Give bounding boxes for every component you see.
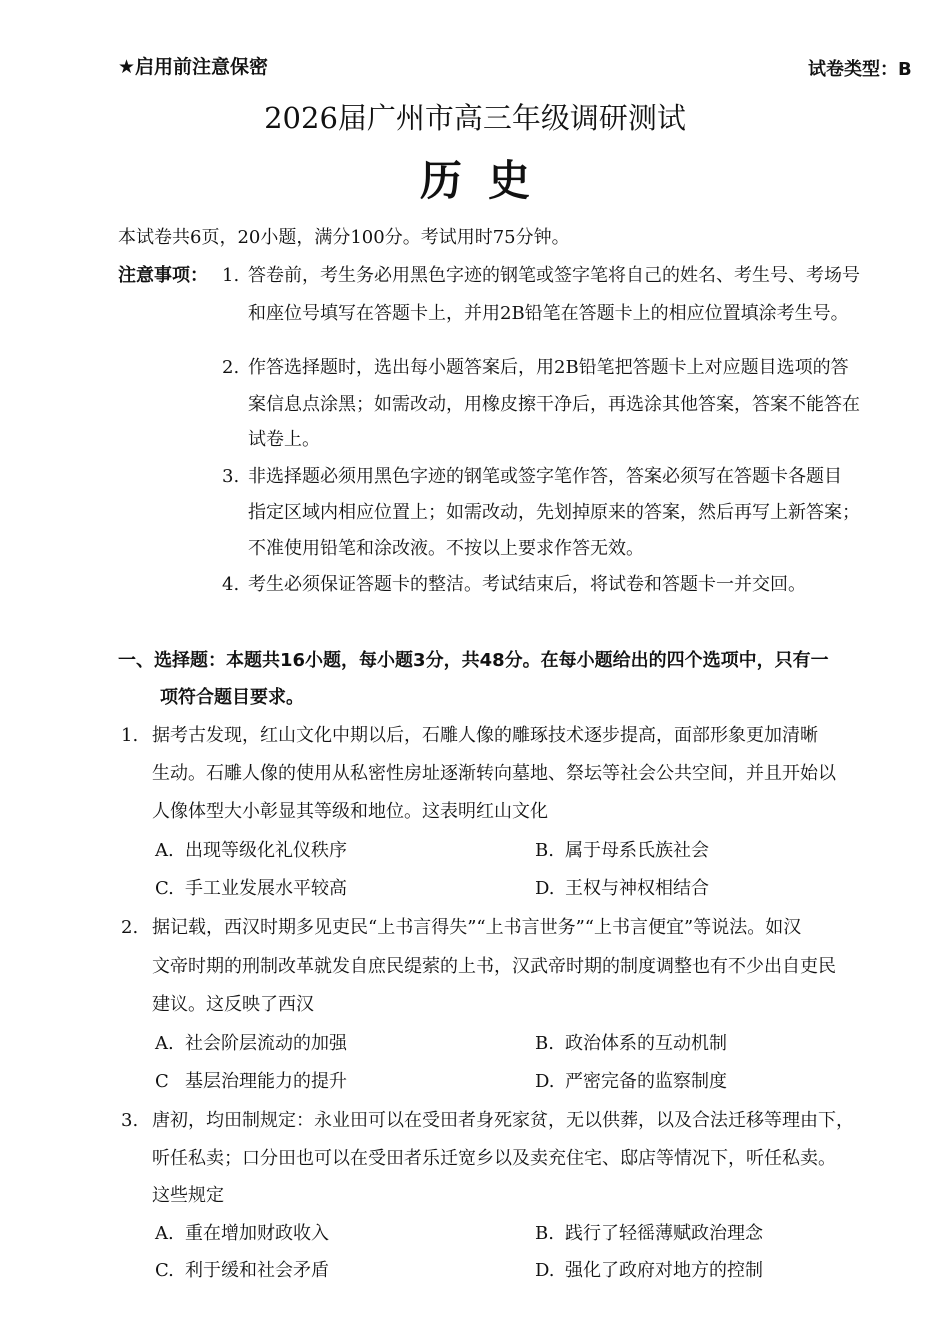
- option-b: [535, 832, 709, 870]
- option-text: 属于母系氏族社会: [565, 840, 709, 861]
- option-letter: B.: [535, 840, 554, 861]
- option-b: [535, 1025, 727, 1063]
- option-letter: D.: [535, 1071, 555, 1092]
- option-letter: C.: [155, 878, 174, 899]
- note-line: 和座位号填写在答题卡上，并用2B铅笔在答题卡上的相应位置填涂考生号。: [248, 303, 849, 324]
- option-text: 基层治理能力的提升: [185, 1071, 347, 1092]
- note-line: 作答选择题时，选出每小题答案后，用2B铅笔把答题卡上对应题目选项的答: [248, 357, 849, 378]
- option-a: [155, 1025, 347, 1063]
- question-number: 2.: [121, 917, 139, 938]
- option-c: [155, 870, 347, 908]
- question-text: 这些规定: [152, 1185, 224, 1206]
- option-text: 重在增加财政收入: [185, 1223, 329, 1244]
- option-c: [155, 1063, 347, 1101]
- question-text: 据考古发现，红山文化中期以后，石雕人像的雕琢技术逐步提高，面部形象更加清晰: [152, 725, 818, 746]
- option-d: [535, 1063, 727, 1101]
- option-c: [155, 1252, 329, 1290]
- question-number: 1.: [121, 725, 139, 746]
- section-heading-continued: 项符合题目要求。: [160, 687, 304, 708]
- option-b: [535, 1215, 763, 1253]
- option-text: 出现等级化礼仪秩序: [185, 840, 347, 861]
- section-heading: 一、选择题：本题共16小题，每小题3分，共48分。在每小题给出的四个选项中，只有一: [118, 650, 829, 671]
- paper-type-label: 试卷类型：B: [808, 59, 912, 80]
- option-letter: D.: [535, 1260, 555, 1281]
- question-text: 建议。这反映了西汉: [152, 994, 314, 1015]
- option-a: [155, 832, 347, 870]
- option-letter: A.: [155, 1033, 174, 1054]
- exam-title: 2026届广州市高三年级调研测试: [264, 101, 686, 135]
- paper-intro: 本试卷共6页，20小题，满分100分。考试用时75分钟。: [118, 227, 570, 248]
- note-number: 1.: [222, 265, 240, 286]
- note-number: 4.: [222, 574, 240, 595]
- option-text: 政治体系的互动机制: [565, 1033, 727, 1054]
- question-text: 听任私卖；口分田也可以在受田者乐迁宽乡以及卖充住宅、邸店等情况下，听任私卖。: [152, 1148, 836, 1169]
- question-text: 人像体型大小彰显其等级和地位。这表明红山文化: [152, 801, 548, 822]
- option-d: [535, 870, 709, 908]
- note-number: 3.: [222, 466, 240, 487]
- option-text: 践行了轻徭薄赋政治理念: [565, 1223, 763, 1244]
- option-text: 严密完备的监察制度: [565, 1071, 727, 1092]
- note-line: 考生必须保证答题卡的整洁。考试结束后，将试卷和答题卡一并交回。: [248, 574, 806, 595]
- option-d: [535, 1252, 763, 1290]
- note-number: 2.: [222, 357, 240, 378]
- question-text: 文帝时期的刑制改革就发自庶民缇萦的上书，汉武帝时期的制度调整也有不少出自吏民: [152, 956, 836, 977]
- option-letter: B.: [535, 1033, 554, 1054]
- note-line: 试卷上。: [248, 429, 320, 450]
- note-line: 案信息点涂黑；如需改动，用橡皮擦干净后，再选涂其他答案，答案不能答在: [248, 394, 860, 415]
- notes-label: 注意事项：: [118, 265, 208, 286]
- option-text: 强化了政府对地方的控制: [565, 1260, 763, 1281]
- note-line: 指定区域内相应位置上；如需改动，先划掉原来的答案，然后再写上新答案；: [248, 502, 860, 523]
- option-text: 手工业发展水平较高: [185, 878, 347, 899]
- note-line: 答卷前，考生务必用黑色字迹的钢笔或签字笔将自己的姓名、考生号、考场号: [248, 265, 860, 286]
- option-a: [155, 1215, 329, 1253]
- question-number: 3.: [121, 1110, 139, 1131]
- note-line: 非选择题必须用黑色字迹的钢笔或签字笔作答，答案必须写在答题卡各题目: [248, 466, 842, 487]
- question-text: 唐初，均田制规定：永业田可以在受田者身死家贫，无以供葬，以及合法迁移等理由下，: [152, 1110, 854, 1131]
- option-letter: A.: [155, 840, 174, 861]
- option-letter: D.: [535, 878, 555, 899]
- option-letter: B.: [535, 1223, 554, 1244]
- option-text: 社会阶层流动的加强: [185, 1033, 347, 1054]
- option-text: 王权与神权相结合: [565, 878, 709, 899]
- option-letter: C: [155, 1071, 169, 1092]
- note-line: 不准使用铅笔和涂改液。不按以上要求作答无效。: [248, 538, 644, 559]
- option-text: 利于缓和社会矛盾: [185, 1260, 329, 1281]
- option-letter: A.: [155, 1223, 174, 1244]
- question-text: 生动。石雕人像的使用从私密性房址逐渐转向墓地、祭坛等社会公共空间，并且开始以: [152, 763, 836, 784]
- option-letter: C.: [155, 1260, 174, 1281]
- subject-title: 历史: [419, 156, 556, 205]
- confidential-label: ★启用前注意保密: [118, 56, 269, 78]
- question-text: 据记载，西汉时期多见吏民“上书言得失”“上书言世务”“上书言便宜”等说法。如汉: [152, 917, 802, 938]
